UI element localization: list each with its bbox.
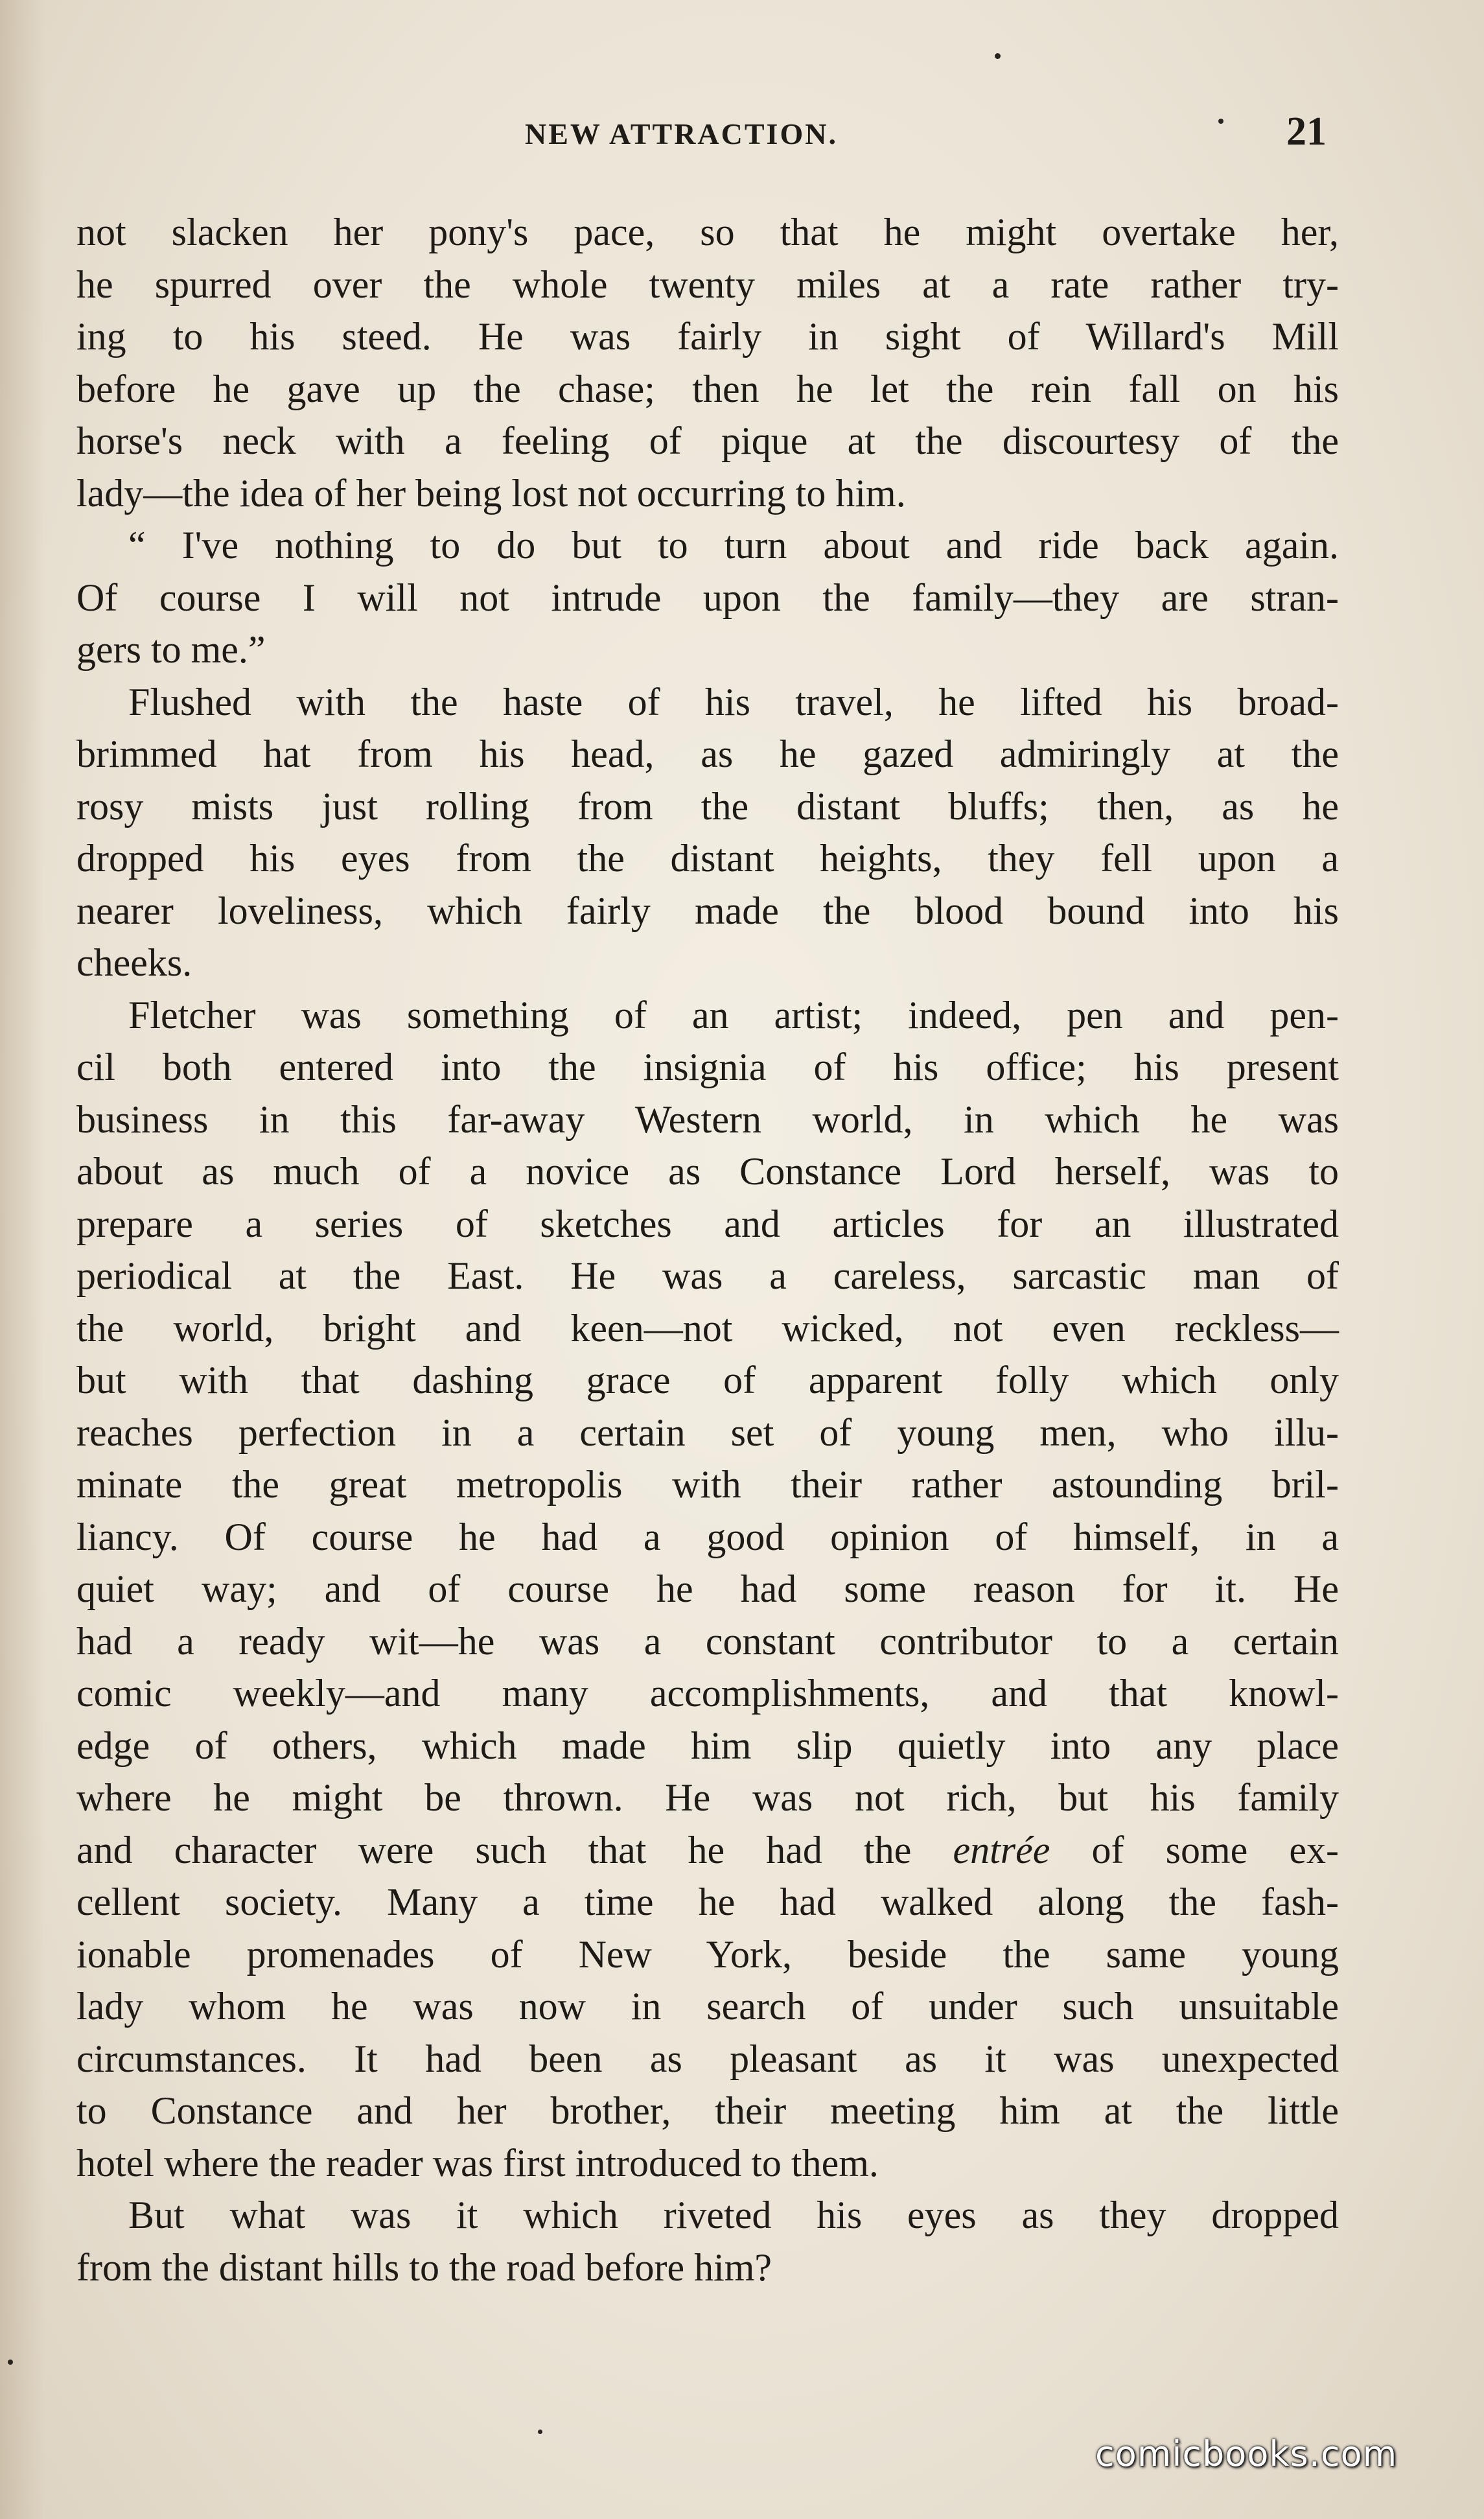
text-line: periodical at the East. He was a careless, sarcastic man of (76, 1254, 1339, 1297)
watermark: comicbooks.com (1095, 2433, 1398, 2474)
text-line: horse's neck with a feeling of pique at the discourtesy of the (76, 419, 1339, 462)
text-line: before he gave up the chase; then he let the rein fall on his (76, 367, 1339, 410)
text-line: from the distant hills to the road before him? (76, 2245, 772, 2289)
text-line: and character were such that he had the entrée of some ex- (76, 1828, 1339, 1871)
text-line: gers to me.” (76, 628, 266, 671)
text-line: cellent society. Many a time he had walked along the fash- (76, 1880, 1339, 1923)
text-line: ing to his steed. He was fairly in sight of Willard's Mill (76, 315, 1339, 358)
print-speck (1218, 119, 1223, 124)
text-line: “ I've nothing to do but to turn about and ride back again. (128, 524, 1339, 567)
text-line: ionable promenades of New York, beside the same young (76, 1932, 1339, 1976)
print-speck (995, 53, 1001, 59)
text-line: liancy. Of course he had a good opinion of himself, in a (76, 1515, 1339, 1558)
print-speck (538, 2430, 542, 2434)
text-line: Flushed with the haste of his travel, he lifted his broad- (128, 680, 1339, 723)
text-line: to Constance and her brother, their meeting him at the little (76, 2089, 1339, 2132)
italic-word: entrée (953, 1828, 1050, 1871)
text-line: But what was it which riveted his eyes as they dropped (128, 2194, 1339, 2236)
page-gutter-shadow (0, 0, 45, 2519)
text-line: rosy mists just rolling from the distant bluffs; then, as he (76, 784, 1339, 828)
page-number: 21 (1286, 110, 1327, 154)
text-line: where he might be thrown. He was not rich, but his family (76, 1776, 1339, 1819)
text-line: brimmed hat from his head, as he gazed admiringly at the (76, 732, 1339, 775)
text-line: comic weekly—and many accomplishments, and that knowl- (76, 1672, 1339, 1715)
text-line: but with that dashing grace of apparent folly which only (76, 1359, 1339, 1401)
text-line: minate the great metropolis with their rather astounding bril- (76, 1463, 1339, 1506)
text-line: prepare a series of sketches and articles for an illustrated (76, 1202, 1339, 1245)
text-line: the world, bright and keen—not wicked, not even reckless— (76, 1306, 1339, 1350)
text-line: reaches perfection in a certain set of young men, who illu- (76, 1411, 1339, 1454)
text-line: had a ready wit—he was a constant contributor to a certain (76, 1619, 1339, 1663)
running-head-title: NEW ATTRACTION. (525, 117, 838, 150)
text-line: circumstances. It had been as pleasant as it was unexpected (76, 2037, 1339, 2080)
text-line: dropped his eyes from the distant heights, they fell upon a (76, 837, 1339, 880)
text-line: lady whom he was now in search of under such unsuitable (76, 1985, 1339, 2028)
text-line: he spurred over the whole twenty miles at a rate rather try- (76, 263, 1339, 306)
text-line: Of course I will not intrude upon the family—they are stran- (76, 576, 1339, 619)
text-line: Fletcher was something of an artist; indeed, pen and pen- (128, 993, 1339, 1037)
text-line: cheeks. (76, 941, 192, 984)
body-text (76, 206, 1339, 2293)
text-line: lady—the idea of her being lost not occurring to him. (76, 471, 906, 515)
running-head (0, 97, 1484, 162)
text-line: nearer loveliness, which fairly made the blood bound into his (76, 889, 1339, 932)
text-line: not slacken her pony's pace, so that he might overtake her, (76, 211, 1339, 253)
text-line: quiet way; and of course he had some reason for it. He (76, 1567, 1339, 1610)
text-line: edge of others, which made him slip quietly into any place (76, 1724, 1339, 1767)
print-speck (8, 2360, 13, 2365)
text-line: about as much of a novice as Constance Lord herself, was to (76, 1150, 1339, 1193)
text-line: hotel where the reader was first introduced to them. (76, 2141, 879, 2185)
text-line: business in this far-away Western world, in which he was (76, 1097, 1339, 1141)
text-line: cil both entered into the insignia of his office; his present (76, 1046, 1339, 1088)
